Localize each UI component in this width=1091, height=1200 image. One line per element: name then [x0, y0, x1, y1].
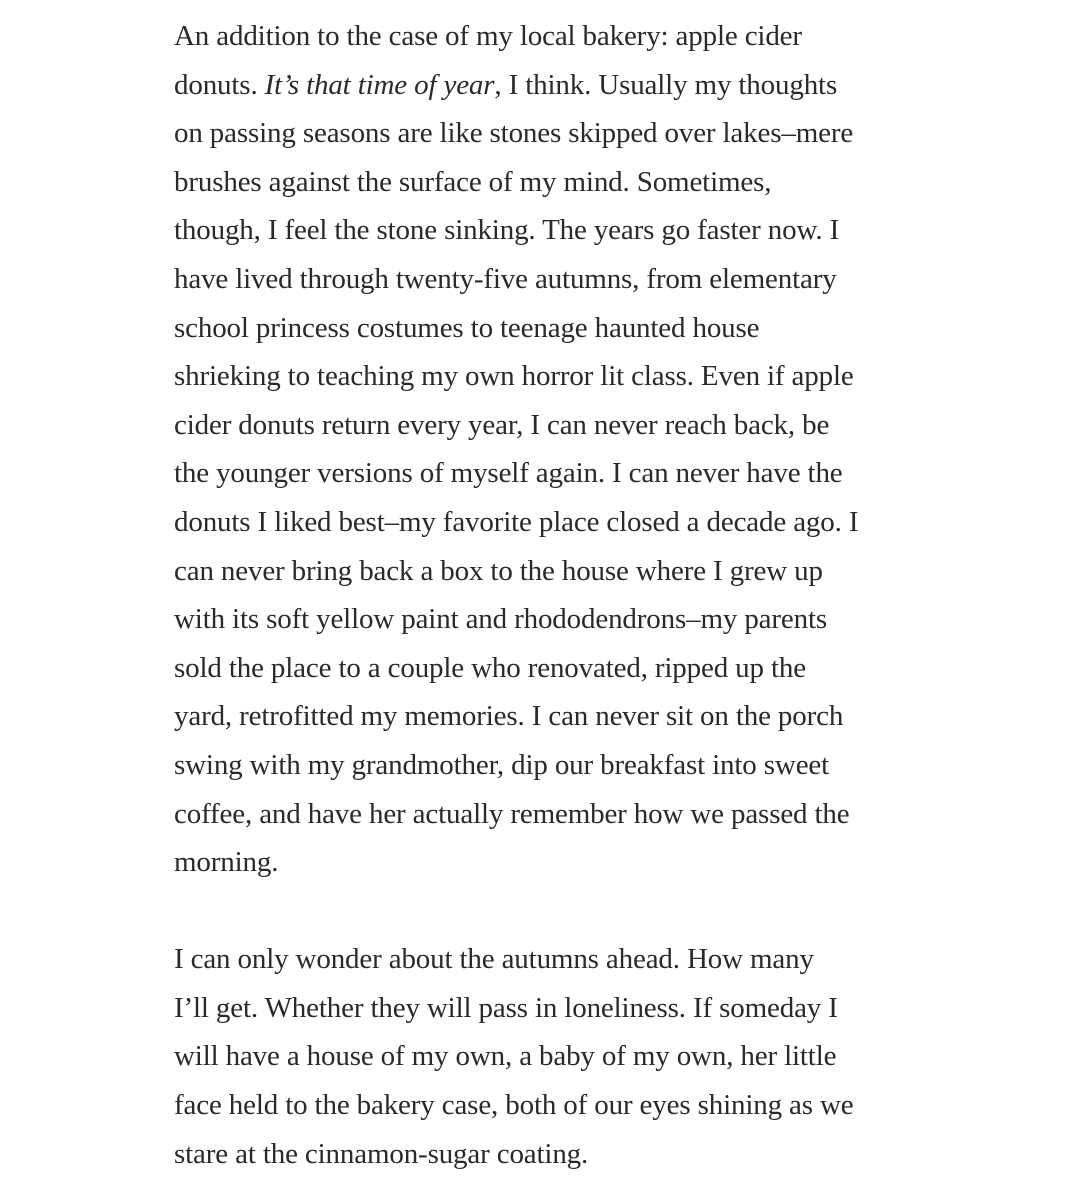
text-line	[174, 984, 904, 1033]
text-line	[174, 644, 904, 693]
text-run: , I think. Usually my thoughts	[494, 68, 838, 101]
text-run: yard, retrofitted my memories. I can never sit on the porch	[174, 700, 844, 733]
text-run: brushes against the surface of my mind. Sometimes,	[174, 165, 772, 198]
text-run: coffee, and have her actually remember how we passed the	[174, 797, 850, 830]
text-run: An addition to the case of my local bakery: apple cider	[174, 20, 802, 52]
text-run: I can only wonder about the autumns ahead. How many	[174, 943, 814, 976]
text-line	[174, 255, 904, 304]
text-line	[174, 352, 904, 401]
text-line	[174, 595, 904, 644]
text-line	[174, 790, 904, 839]
essay-body	[174, 12, 904, 1178]
text-line	[174, 1032, 904, 1081]
text-run: with its soft yellow paint and rhododendrons–my parents	[174, 603, 828, 636]
text-run: on passing seasons are like stones skipped over lakes–mere	[174, 117, 854, 150]
text-run: donuts I liked best–my favorite place closed a decade ago. I	[174, 505, 859, 538]
text-line	[174, 206, 904, 255]
text-line	[174, 401, 904, 450]
text-run: have lived through twenty-five autumns, from elementary	[174, 262, 837, 295]
paragraph-spacer	[174, 887, 904, 936]
text-line	[174, 1130, 904, 1179]
text-line	[174, 304, 904, 353]
text-run: face held to the bakery case, both of our eyes shining as we	[174, 1089, 854, 1122]
text-line	[174, 158, 904, 207]
text-run: swing with my grandmother, dip our breakfast into sweet	[174, 748, 830, 781]
text-run: donuts.	[174, 68, 265, 101]
text-line	[174, 838, 904, 887]
text-line	[174, 741, 904, 790]
text-line	[174, 935, 904, 984]
text-run: the younger versions of myself again. I can never have the	[174, 457, 843, 490]
paragraph-2	[174, 935, 904, 1178]
text-run: morning.	[174, 846, 279, 879]
text-run: though, I feel the stone sinking. The years go faster now. I	[174, 214, 840, 247]
text-run: stare at the cinnamon-sugar coating.	[174, 1137, 589, 1170]
text-run: can never bring back a box to the house where I grew up	[174, 554, 823, 587]
text-run: school princess costumes to teenage haunted house	[174, 311, 760, 344]
text-run: I’ll get. Whether they will pass in loneliness. If someday I	[174, 991, 838, 1024]
text-run: will have a house of my own, a baby of my own, her little	[174, 1040, 837, 1073]
text-run: sold the place to a couple who renovated, ripped up the	[174, 651, 806, 684]
text-line	[174, 109, 904, 158]
text-run: cider donuts return every year, I can never reach back, be	[174, 408, 830, 441]
text-line	[174, 61, 904, 110]
text-line	[174, 1081, 904, 1130]
text-line	[174, 547, 904, 596]
paragraph-1	[174, 12, 904, 887]
text-run: shrieking to teaching my own horror lit class. Even if apple	[174, 360, 854, 393]
italic-phrase: It’s that time of year	[264, 68, 495, 101]
text-line	[174, 449, 904, 498]
text-line	[174, 12, 904, 61]
text-line	[174, 692, 904, 741]
text-line	[174, 498, 904, 547]
